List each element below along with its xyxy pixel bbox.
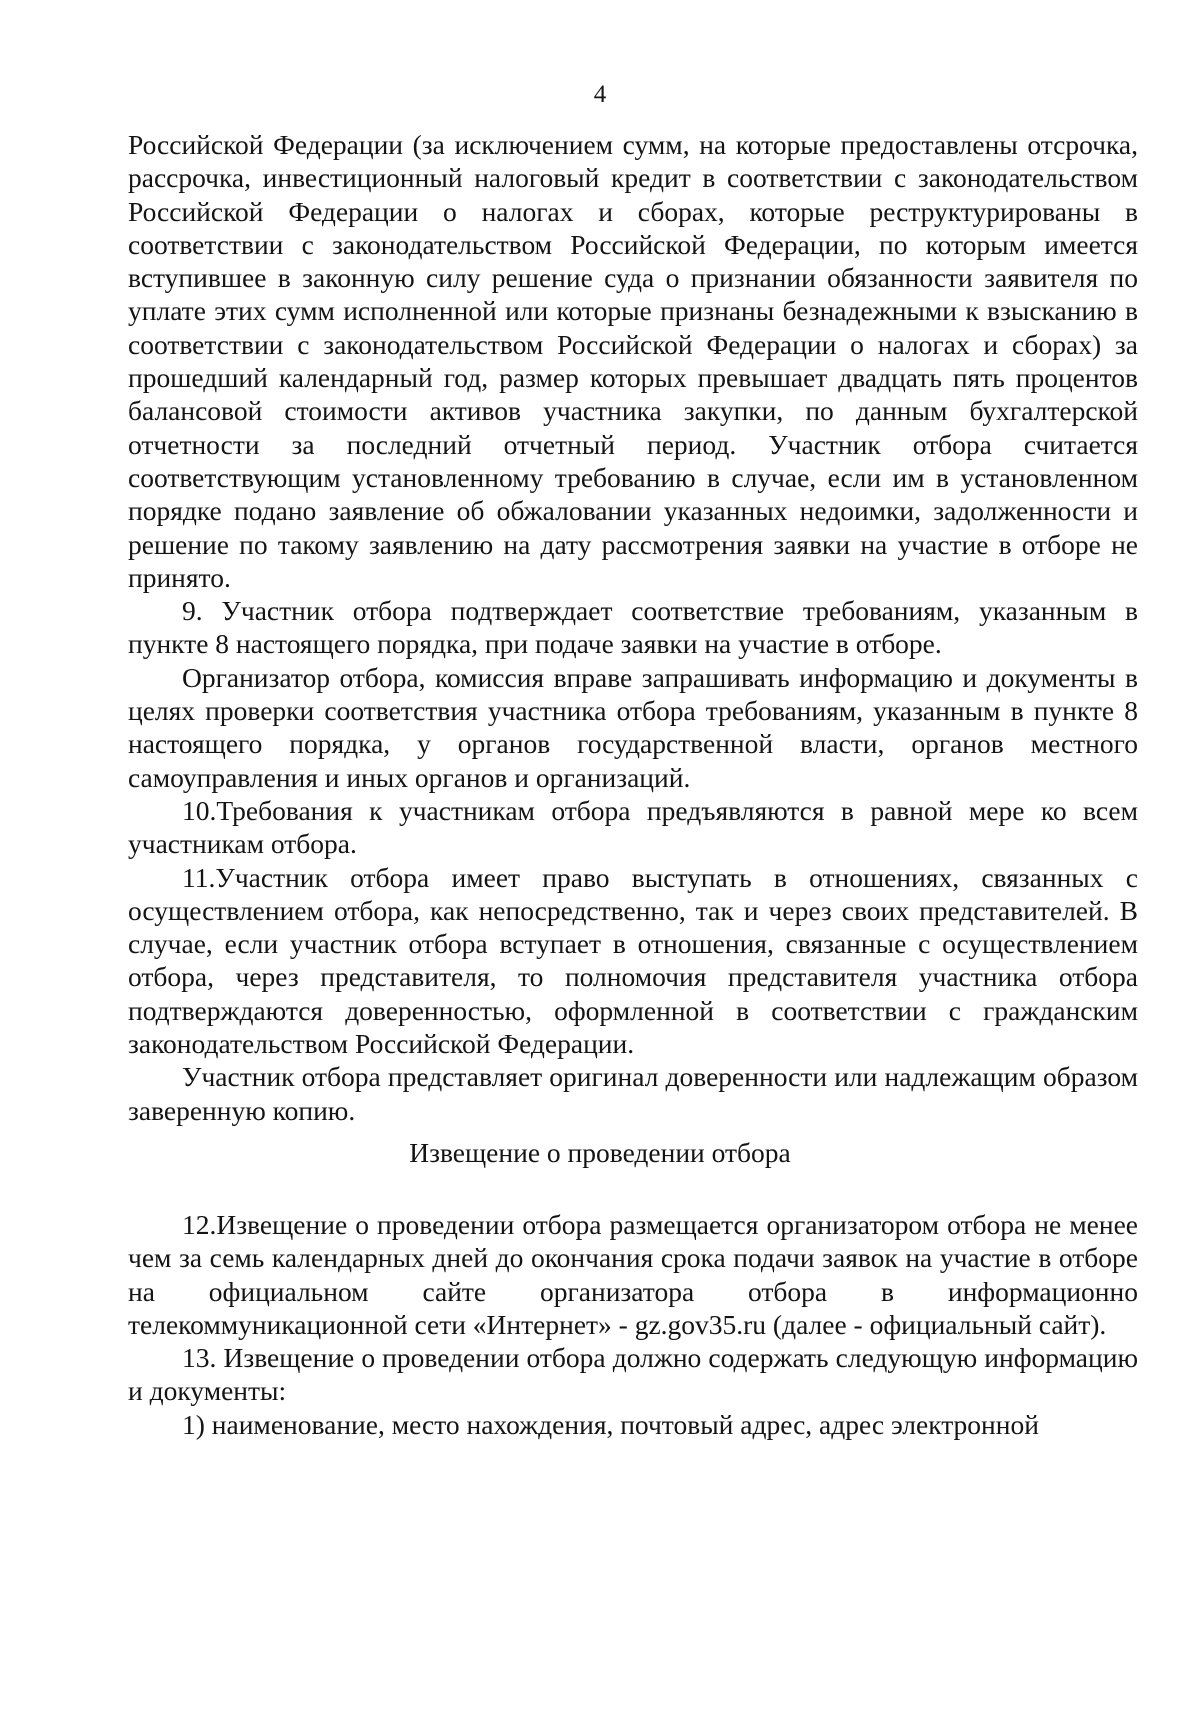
paragraph-item-13: 13. Извещение о проведении отбора должно содержать следующую информацию и документы: (128, 1342, 1138, 1407)
page-number: 4 (593, 81, 607, 108)
paragraph-item-10: 10.Требования к участникам отбора предъявляются в равной мере ко всем участникам отбора. (128, 794, 1138, 860)
paragraph-organizer-rights: Организатор отбора, комиссия вправе запрашивать информацию и документы в целях проверки соответствия участника отбора требованиям, указанным в пункте 8 настоящего порядка, у органов государственной власти, органов местного самоуправления и иных органов и организаций. (128, 661, 1138, 793)
body-text-upper (128, 128, 1138, 1127)
section-heading: Извещение о проведении отбора (409, 1137, 791, 1168)
paragraph-power-of-attorney: Участник отбора представляет оригинал доверенности или надлежащим образом заверенную копию. (128, 1061, 1138, 1126)
body-text-lower (128, 1208, 1138, 1441)
paragraph-item-11: 11.Участник отбора имеет право выступать в отношениях, связанных с осуществлением отбора, как непосредственно, так и через своих представителей. В случае, если участник отбора вступает в отношения, связанные с осуществлением отбора, через представителя, то полномочия представителя участника отбора подтверждаются доверенностью, оформленной в соответствии с гражданским законодательством Российской Федерации. (128, 861, 1138, 1060)
paragraph-item-12: 12.Извещение о проведении отбора размещается организатором отбора не менее чем за семь календарных дней до окончания срока подачи заявок на участие в отборе на официальном сайте организатора отбора в информационно телекоммуникационной сети «Интернет» - gz.gov35.ru (далее - официальный сайт). (128, 1209, 1138, 1340)
paragraph-item-9: 9. Участник отбора подтверждает соответствие требованиям, указанным в пункте 8 настоящего порядка, при подаче заявки на участие в отборе. (128, 595, 1138, 660)
paragraph-continuation: Российской Федерации (за исключением сумм, на которые предоставлены отсрочка, рассрочка, инвестиционный налоговый кредит в соответствии с законодательством Российской Федерации о налогах и сборах, которые реструктурированы в соответствии с законодательством Российской Федерации, по которым имеется вступившее в законную силу решение суда о признании обязанности заявителя по уплате этих сумм исполненной или которые признаны безнадежными к взысканию в соответствии с законодательством Российской Федерации о налогах и сборах) за прошедший календарный год, размер которых превышает двадцать пять процентов балансовой стоимости активов участника закупки, по данным бухгалтерской отчетности за последний отчетный период. Участник отбора считается соответствующим установленному требованию в случае, если им в установленном порядке подано заявление об обжаловании указанных недоимки, задолженности и решение по такому заявлению на дату рассмотрения заявки на участие в отборе не принято. (128, 129, 1138, 593)
paragraph-item-13-1: 1) наименование, место нахождения, почтовый адрес, адрес электронной (182, 1408, 1039, 1440)
